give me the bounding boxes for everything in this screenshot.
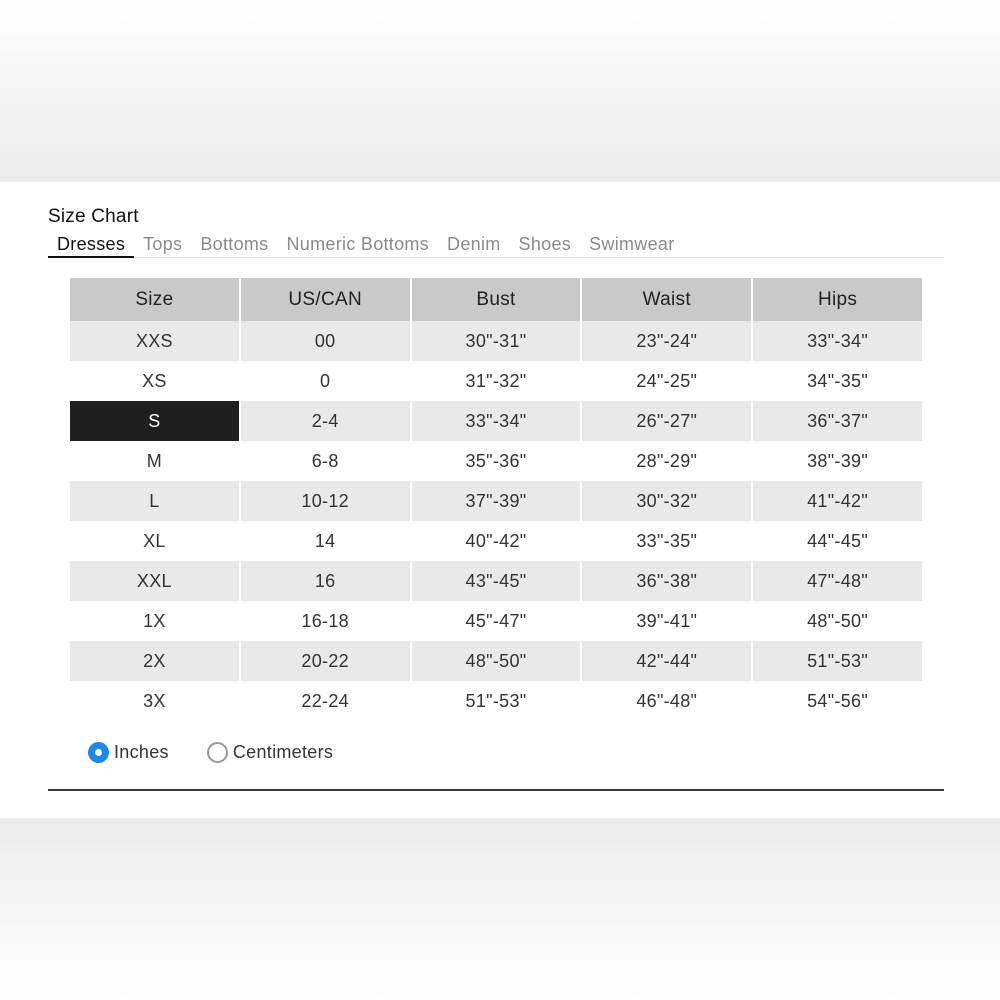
cell-bust: 33"-34" — [412, 401, 581, 441]
cell-size: XS — [142, 370, 167, 391]
cell-hips: 33"-34" — [753, 321, 922, 361]
cell-bust: 45"-47" — [465, 610, 527, 631]
table-body — [70, 321, 922, 721]
cell-size: XXL — [70, 561, 239, 601]
tab-swimwear[interactable]: Swimwear — [589, 234, 675, 254]
table-row — [70, 521, 922, 561]
radio-inches[interactable] — [88, 742, 109, 763]
size-chart-panel — [0, 182, 1000, 818]
cell-us-can: 0 — [320, 370, 331, 391]
cell-size[interactable]: S — [70, 401, 239, 441]
tab-bottoms[interactable]: Bottoms — [200, 234, 269, 254]
unit-label-inches: Inches — [114, 742, 169, 762]
cell-us-can: 14 — [314, 530, 336, 551]
cell-size: L — [70, 481, 239, 521]
cell-us-can: 2-4 — [241, 401, 410, 441]
cell-waist: 36"-38" — [582, 561, 751, 601]
cell-size: 1X — [143, 610, 166, 631]
tab-shoes[interactable]: Shoes — [518, 234, 572, 254]
table-row — [70, 561, 922, 601]
radio-centimeters[interactable] — [207, 742, 228, 763]
cell-us-can: 00 — [241, 321, 410, 361]
cell-hips: 47"-48" — [753, 561, 922, 601]
unit-option-inches[interactable] — [88, 742, 169, 763]
table-row — [70, 601, 922, 641]
cell-size: 2X — [70, 641, 239, 681]
cell-hips: 41"-42" — [753, 481, 922, 521]
bottom-divider — [48, 789, 944, 791]
size-table — [68, 278, 924, 721]
cell-waist: 46"-48" — [636, 690, 698, 711]
cell-bust: 48"-50" — [412, 641, 581, 681]
cell-hips: 44"-45" — [807, 530, 869, 551]
cell-bust: 40"-42" — [465, 530, 527, 551]
header-bust: Bust — [412, 278, 581, 321]
cell-us-can: 20-22 — [241, 641, 410, 681]
background-bottom — [0, 818, 1000, 1000]
cell-bust: 35"-36" — [465, 450, 527, 471]
cell-bust: 31"-32" — [465, 370, 527, 391]
cell-size: M — [146, 450, 163, 471]
cell-bust: 51"-53" — [465, 690, 527, 711]
cell-waist: 42"-44" — [582, 641, 751, 681]
cell-bust: 43"-45" — [412, 561, 581, 601]
cell-size: XL — [143, 530, 166, 551]
table-row — [70, 441, 922, 481]
tab-denim[interactable]: Denim — [447, 234, 501, 254]
page-title: Size Chart — [48, 206, 139, 227]
unit-option-centimeters[interactable] — [207, 742, 333, 763]
cell-us-can: 16-18 — [301, 610, 349, 631]
header-waist: Waist — [582, 278, 751, 321]
cell-hips: 34"-35" — [807, 370, 869, 391]
cell-waist: 28"-29" — [636, 450, 698, 471]
table-row — [70, 401, 922, 441]
cell-hips: 54"-56" — [807, 690, 869, 711]
cell-hips: 38"-39" — [807, 450, 869, 471]
tab-tops[interactable]: Tops — [143, 234, 183, 254]
table-header-row — [70, 278, 922, 321]
background-top — [0, 0, 1000, 182]
tab-dresses[interactable]: Dresses — [48, 231, 134, 258]
cell-size: XXS — [70, 321, 239, 361]
cell-waist: 26"-27" — [582, 401, 751, 441]
table-row — [70, 321, 922, 361]
table-row — [70, 481, 922, 521]
category-tabs — [48, 231, 944, 258]
cell-waist: 23"-24" — [582, 321, 751, 361]
tab-numeric-bottoms[interactable]: Numeric Bottoms — [286, 234, 430, 254]
cell-waist: 39"-41" — [636, 610, 698, 631]
cell-us-can: 22-24 — [301, 690, 349, 711]
unit-selector — [88, 742, 371, 763]
cell-us-can: 10-12 — [241, 481, 410, 521]
header-hips: Hips — [753, 278, 922, 321]
cell-waist: 33"-35" — [636, 530, 698, 551]
cell-hips: 48"-50" — [807, 610, 869, 631]
cell-waist: 30"-32" — [582, 481, 751, 521]
cell-bust: 30"-31" — [412, 321, 581, 361]
header-size: Size — [70, 278, 239, 321]
cell-us-can: 6-8 — [311, 450, 339, 471]
table-row — [70, 361, 922, 401]
cell-hips: 51"-53" — [753, 641, 922, 681]
cell-bust: 37"-39" — [412, 481, 581, 521]
cell-hips: 36"-37" — [753, 401, 922, 441]
cell-size: 3X — [143, 690, 166, 711]
unit-label-centimeters: Centimeters — [232, 742, 334, 762]
cell-waist: 24"-25" — [636, 370, 698, 391]
cell-us-can: 16 — [241, 561, 410, 601]
header-us-can: US/CAN — [241, 278, 410, 321]
table-row — [70, 681, 922, 721]
table-row — [70, 641, 922, 681]
